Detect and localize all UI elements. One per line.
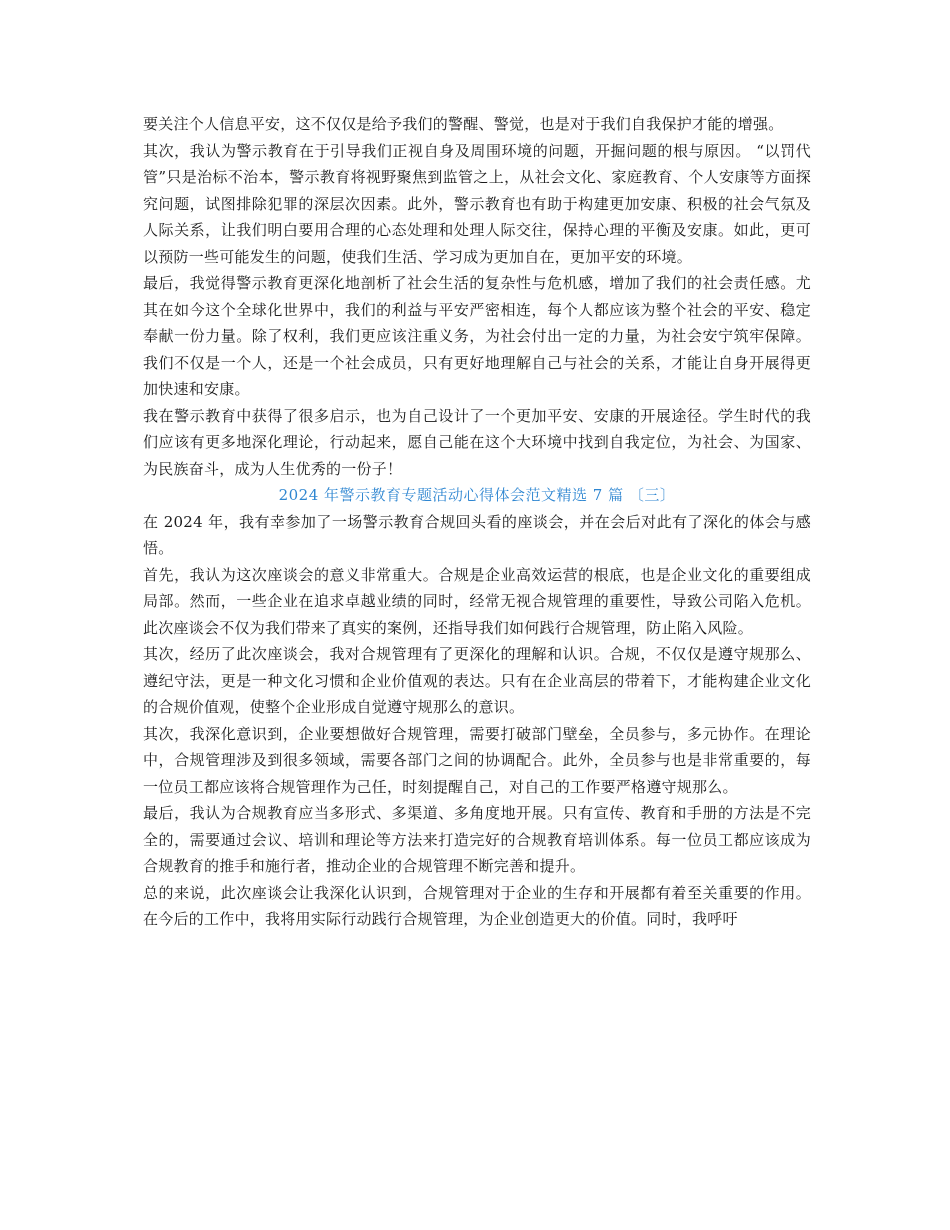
paragraph: 在 2024 年，我有幸参加了一场警示教育合规回头看的座谈会，并在会后对此有了深化的体会与感悟。 [143,512,811,557]
section-title: 2024 年警示教育专题活动心得体会范文精选 7 篇 〔三〕 [278,486,676,504]
paragraph: 其次，经历了此次座谈会，我对合规管理有了更深化的理解和认识。合规，不仅仅是遵守规那么、遵纪守法，更是一种文化习惯和企业价值观的表达。只有在企业高层的带着下，才能构建企业文化的合规价值观，使整个企业形成自觉遵守规那么的意识。 [143,645,811,716]
paragraph: 其次，我深化意识到，企业要想做好合规管理，需要打破部门壁垒，全员参与，多元协作。在理论中，合规管理涉及到很多领域，需要各部门之间的协调配合。此外，全员参与也是非常重要的，每一位员工都应该将合规管理作为己任，时刻提醒自己，对自己的工作要严格遵守规那么。 [143,724,811,796]
paragraph: 总的来说，此次座谈会让我深化认识到，合规管理对于企业的生存和开展都有着至关重要的作用。在今后的工作中，我将用实际行动践行合规管理，为企业创造更大的价值。同时，我呼吁 [143,883,811,928]
paragraph: 首先，我认为这次座谈会的意义非常重大。合规是企业高效运营的根底，也是企业文化的重要组成局部。然而，一些企业在追求卓越业绩的同时，经常无视合规管理的重要性，导致公司陷入危机。此次座谈会不仅为我们带来了真实的案例，还指导我们如何践行合规管理，防止陷入风险。 [143,565,811,637]
document-body [143,111,811,933]
paragraph: 我在警示教育中获得了很多启示，也为自己设计了一个更加平安、安康的开展途径。学生时代的我们应该有更多地深化理论，行动起来，愿自己能在这个大环境中找到自我定位，为社会、为国家、为民族奋斗，成为人生优秀的一份子！ [143,406,811,478]
paragraph: 最后，我认为合规教育应当多形式、多渠道、多角度地开展。只有宣传、教育和手册的方法是不完全的，需要通过会议、培训和理论等方法来打造完好的合规教育培训体系。每一位员工都应该成为合规教育的推手和施行者，推动企业的合规管理不断完善和提升。 [143,804,811,875]
paragraph: 其次，我认为警示教育在于引导我们正视自身及周围环境的问题，开掘问题的根与原因。 “以罚代管”只是治标不治本，警示教育将视野聚焦到监管之上，从社会文化、家庭教育、个人安康等方面探究问题，试图排除犯罪的深层次因素。此外，警示教育也有助于构建更加安康、积极的社会气氛及人际关系，让我们明白要用合理的心态处理和处理人际交往，保持心理的平衡及安康。如此，更可以预防一些可能发生的问题，使我们生活、学习成为更加自在，更加平安的环境。 [143,141,811,266]
paragraph: 最后，我觉得警示教育更深化地剖析了社会生活的复杂性与危机感，增加了我们的社会责任感。尤其在如今这个全球化世界中，我们的利益与平安严密相连，每个人都应该为整个社会的平安、稳定奉献一份力量。除了权利，我们更应该注重义务，为社会付出一定的力量，为社会安宁筑牢保障。我们不仅是一个人，还是一个社会成员，只有更好地理解自己与社会的关系，才能让自身开展得更加快速和安康。 [143,274,811,398]
paragraph: 要关注个人信息平安，这不仅仅是给予我们的警醒、警觉，也是对于我们自我保护才能的增强。 [143,115,784,133]
